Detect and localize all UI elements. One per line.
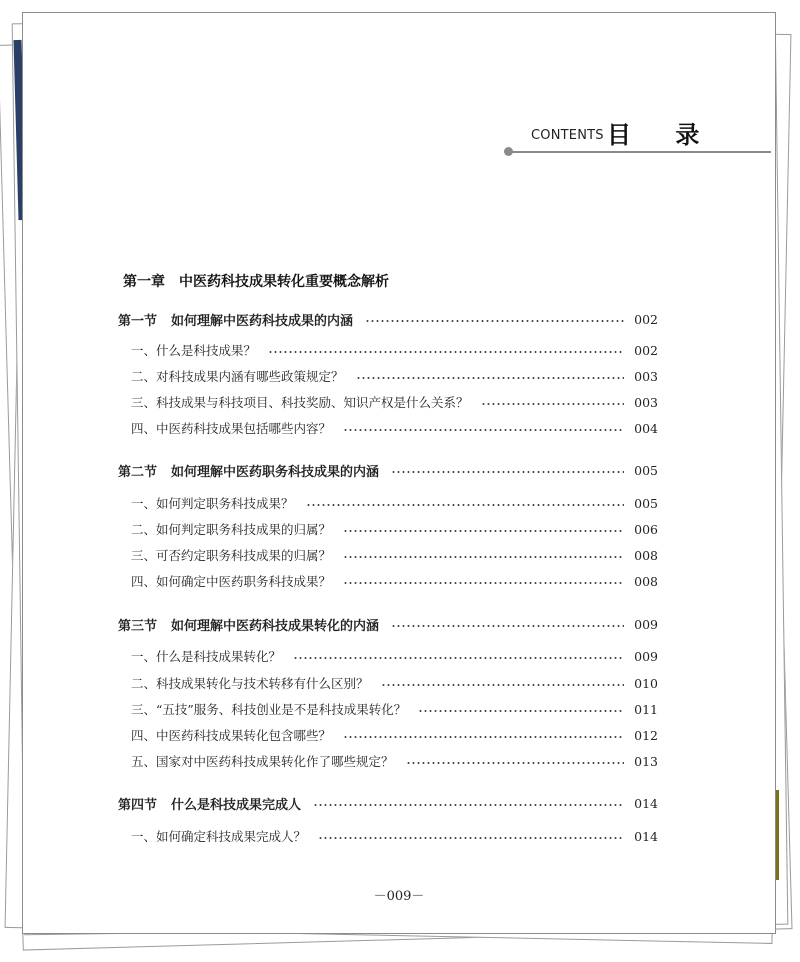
- toc-section[interactable]: [23, 794, 775, 812]
- contents-label-en: CONTENTS: [531, 128, 604, 143]
- leader-dots: [381, 684, 624, 686]
- leader-dots: [365, 320, 624, 322]
- toc-section[interactable]: [23, 461, 775, 479]
- page-ref: 005: [634, 462, 658, 478]
- page-ref: 012: [634, 727, 658, 743]
- toc-section[interactable]: [23, 615, 775, 633]
- page-ref: 009: [634, 616, 658, 632]
- contents-label-cn: 目 录: [607, 121, 718, 149]
- leader-dots: [306, 504, 624, 506]
- page-ref: 008: [634, 547, 658, 563]
- page-ref: 010: [634, 675, 658, 691]
- page-ref: 005: [634, 495, 658, 511]
- leader-dots: [313, 804, 624, 806]
- page-number: －009－: [373, 889, 425, 904]
- section-number: 第三节: [118, 618, 158, 634]
- toc-section[interactable]: [23, 310, 775, 328]
- leader-dots: [343, 429, 624, 431]
- leader-dots: [318, 837, 624, 839]
- toc-entry[interactable]: [23, 726, 775, 744]
- entry-label: 三、可否约定职务科技成果的归属？: [131, 548, 332, 563]
- toc-entry[interactable]: [23, 647, 775, 665]
- leader-dots: [343, 556, 624, 558]
- document-page: [22, 12, 776, 934]
- chapter-title: 中医药科技成果转化重要概念解析: [179, 274, 389, 290]
- leader-dots: [356, 377, 624, 379]
- page-ref: 014: [634, 828, 658, 844]
- contents-header: [509, 109, 769, 159]
- entry-label: 一、如何确定科技成果完成人？: [131, 829, 307, 844]
- page-ref: 006: [634, 521, 658, 537]
- leader-dots: [293, 657, 624, 659]
- toc-entry[interactable]: [23, 674, 775, 692]
- entry-label: 一、什么是科技成果转化？: [131, 649, 282, 664]
- leader-dots: [343, 582, 624, 584]
- section-number: 第二节: [118, 464, 158, 480]
- page-ref: 002: [634, 342, 658, 358]
- page-ref: 009: [634, 648, 658, 664]
- leader-dots: [418, 710, 624, 712]
- entry-label: 一、如何判定职务科技成果？: [131, 496, 294, 511]
- section-title: 如何理解中医药职务科技成果的内涵: [171, 464, 380, 480]
- section-number: 第四节: [118, 797, 158, 813]
- toc-entry[interactable]: [23, 752, 775, 770]
- entry-label: 三、科技成果与科技项目、科技奖励、知识产权是什么关系？: [131, 395, 469, 410]
- chapter-heading[interactable]: [123, 271, 389, 291]
- toc-entry[interactable]: [23, 494, 775, 512]
- page-ref: 004: [634, 420, 658, 436]
- page-ref: 003: [634, 368, 658, 384]
- page-ref: 003: [634, 394, 658, 410]
- entry-label: 二、对科技成果内涵有哪些政策规定？: [131, 369, 344, 384]
- section-number: 第一节: [118, 313, 158, 329]
- header-rule: [509, 151, 771, 153]
- toc-entry[interactable]: [23, 341, 775, 359]
- leader-dots: [391, 471, 624, 473]
- entry-label: 一、什么是科技成果？: [131, 343, 257, 358]
- leader-dots: [268, 351, 624, 353]
- entry-label: 四、如何确定中医药职务科技成果？: [131, 574, 332, 589]
- toc-entry[interactable]: [23, 419, 775, 437]
- leader-dots: [343, 736, 624, 738]
- section-title: 如何理解中医药科技成果的内涵: [171, 313, 354, 329]
- entry-label: 四、中医药科技成果包括哪些内容？: [131, 421, 332, 436]
- leader-dots: [343, 530, 624, 532]
- entry-label: 五、国家对中医药科技成果转化作了哪些规定？: [131, 754, 394, 769]
- toc-entry[interactable]: [23, 827, 775, 845]
- entry-label: 二、如何判定职务科技成果的归属？: [131, 522, 332, 537]
- page-ref: 014: [634, 795, 658, 811]
- leader-dots: [391, 625, 624, 627]
- page-ref: 013: [634, 753, 658, 769]
- entry-label: 三、“五技”服务、科技创业是不是科技成果转化？: [131, 702, 407, 717]
- leader-dots: [481, 403, 624, 405]
- toc-entry[interactable]: [23, 700, 775, 718]
- toc-entry[interactable]: [23, 393, 775, 411]
- entry-label: 二、科技成果转化与技术转移有什么区别？: [131, 676, 369, 691]
- toc-entry[interactable]: [23, 546, 775, 564]
- entry-label: 四、中医药科技成果转化包含哪些？: [131, 728, 332, 743]
- page-ref: 011: [634, 701, 658, 717]
- toc-entry[interactable]: [23, 520, 775, 538]
- page-ref: 002: [634, 311, 658, 327]
- toc-entry[interactable]: [23, 572, 775, 590]
- chapter-number: 第一章: [123, 274, 165, 290]
- section-title: 如何理解中医药科技成果转化的内涵: [171, 618, 380, 634]
- section-title: 什么是科技成果完成人: [171, 797, 302, 813]
- page-ref: 008: [634, 573, 658, 589]
- leader-dots: [406, 762, 624, 764]
- toc-entry[interactable]: [23, 367, 775, 385]
